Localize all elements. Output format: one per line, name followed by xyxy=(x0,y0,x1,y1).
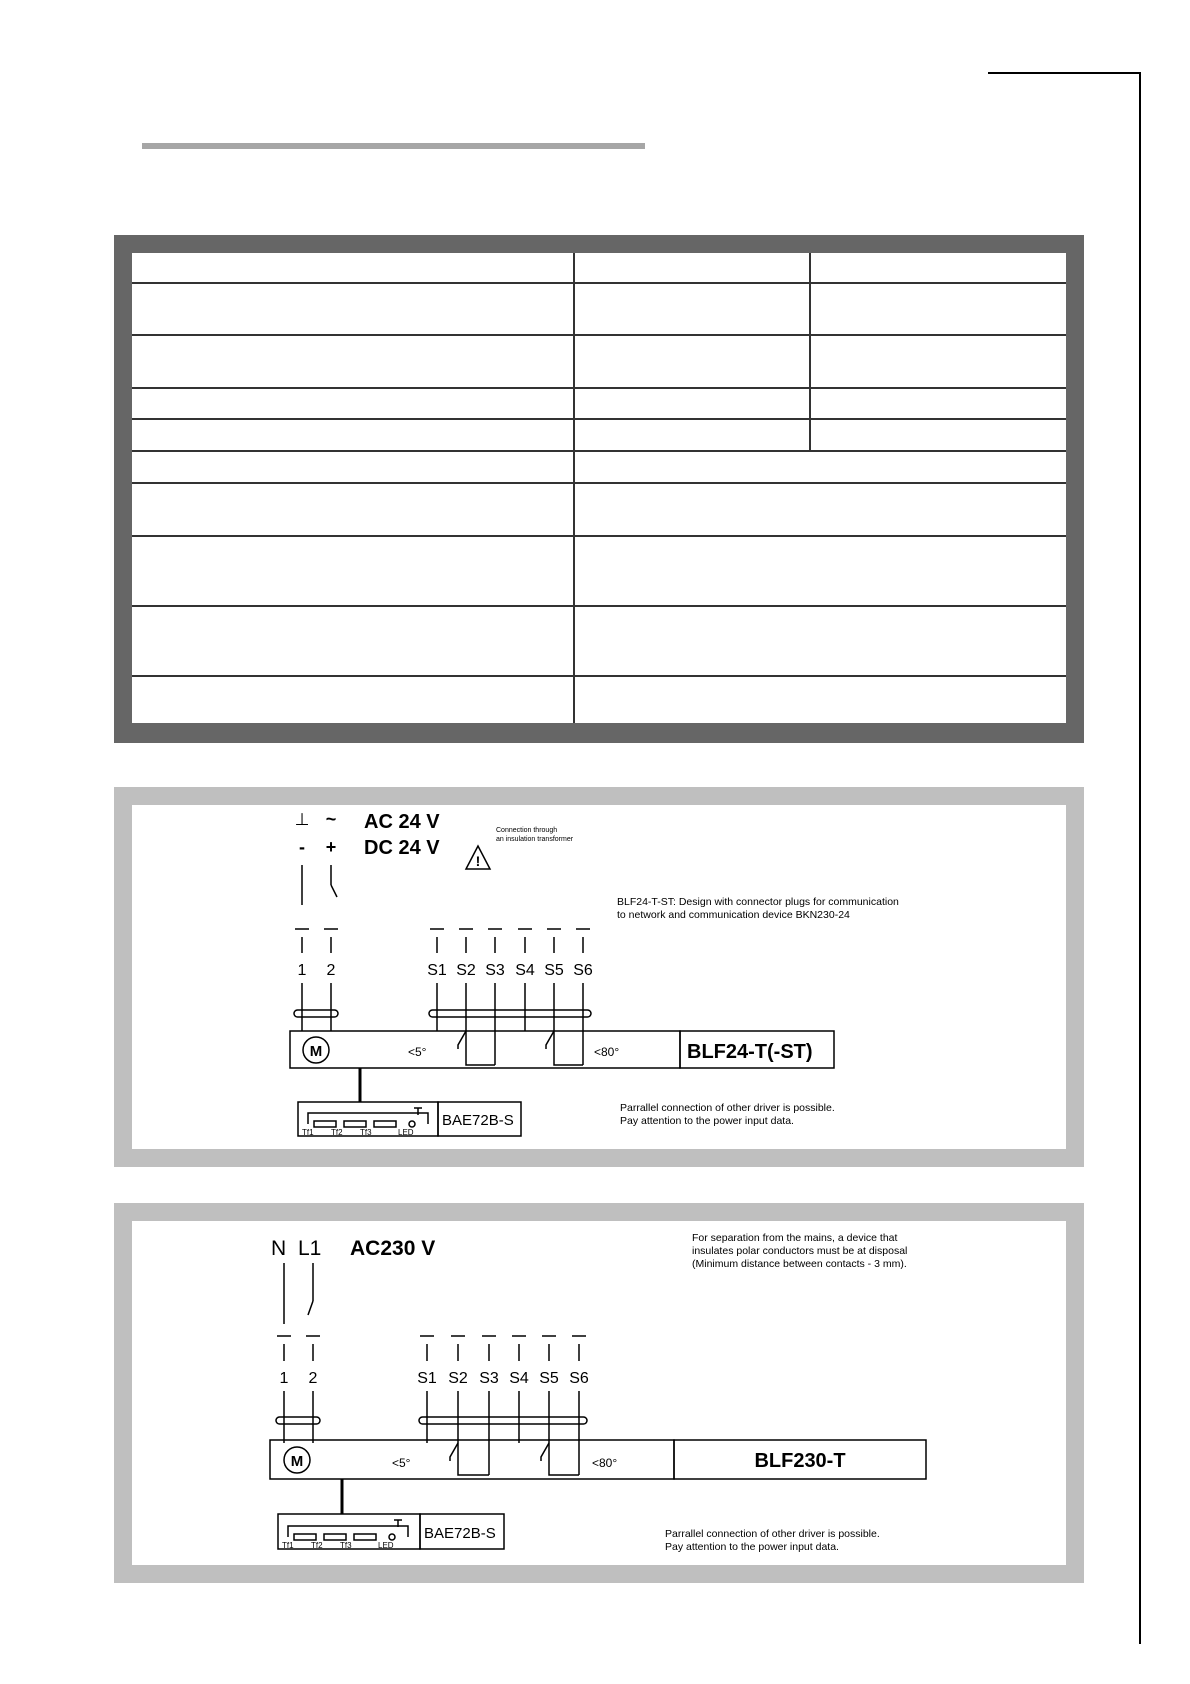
switch-terminal-label: S4 xyxy=(515,962,535,979)
model-label: BLF24-T(-ST) xyxy=(687,1041,813,1063)
wiring-diagram-24v-svg xyxy=(132,805,1066,1149)
mains-note-line: insulates polar conductors must be at disposal xyxy=(692,1245,908,1257)
switch-terminal-label: S5 xyxy=(539,1370,559,1387)
page-edge-top xyxy=(988,72,1141,74)
model-label: BLF230-T xyxy=(754,1450,846,1472)
svg-text:!: ! xyxy=(475,853,481,869)
module-name: BAE72B-S xyxy=(424,1525,496,1542)
table-row-divider xyxy=(132,605,1066,607)
switch-terminal-label: S2 xyxy=(448,1370,468,1387)
voltage-ac-label: AC 24 V xyxy=(364,811,440,833)
warning-note-line: an insulation transformer xyxy=(496,836,574,843)
heading-stripe xyxy=(142,143,645,149)
module-name: BAE72B-S xyxy=(442,1112,514,1129)
wiring-diagram-24v xyxy=(132,805,1066,1149)
parallel-note-line: Pay attention to the power input data. xyxy=(620,1115,794,1127)
switch-terminal-label: S6 xyxy=(569,1370,589,1387)
terminal-label: 1 xyxy=(279,1370,289,1387)
parallel-note-line: Pay attention to the power input data. xyxy=(665,1541,839,1553)
table-row-divider xyxy=(132,675,1066,677)
parallel-note-line: Parrallel connection of other driver is possible. xyxy=(620,1102,835,1114)
supply-pos-dc-symbol: + xyxy=(325,837,337,857)
module-label: Tf2 xyxy=(331,1128,343,1137)
supply-neg-symbol: ⊥ xyxy=(294,810,310,829)
supply-neg-dc-symbol: - xyxy=(299,837,305,857)
module-label: Tf2 xyxy=(311,1541,323,1550)
motor-symbol: M xyxy=(309,1043,323,1060)
table-col-divider xyxy=(809,253,811,450)
switch-terminal-label: S6 xyxy=(573,962,593,979)
angle-low-label: <5° xyxy=(408,1045,427,1059)
table-row-divider xyxy=(132,387,1066,389)
switch-terminal-label: S1 xyxy=(427,962,447,979)
parallel-note-line: Parrallel connection of other driver is possible. xyxy=(665,1528,880,1540)
warning-note-line: Connection through xyxy=(496,827,558,834)
table-row-divider xyxy=(132,334,1066,336)
table-row-divider xyxy=(132,282,1066,284)
wiring-diagram-230v-panel xyxy=(114,1203,1084,1583)
switch-terminal-label: S3 xyxy=(485,962,505,979)
voltage-dc-label: DC 24 V xyxy=(364,837,440,859)
module-label: LED xyxy=(378,1541,394,1550)
mains-note-line: For separation from the mains, a device that xyxy=(692,1232,898,1244)
design-note-line: to network and communication device BKN230-24 xyxy=(617,909,850,921)
switch-terminal-label: S2 xyxy=(456,962,476,979)
table-row-divider xyxy=(132,418,1066,420)
angle-high-label: <80° xyxy=(592,1456,618,1470)
wiring-diagram-230v-svg xyxy=(132,1221,1066,1565)
switch-terminal-label: S1 xyxy=(417,1370,437,1387)
switch-terminal-label: S5 xyxy=(544,962,564,979)
wiring-diagram-230v xyxy=(132,1221,1066,1565)
wiring-diagram-24v-panel xyxy=(114,787,1084,1167)
terminal-label: 2 xyxy=(326,962,336,979)
switch-terminal-label: S4 xyxy=(509,1370,529,1387)
module-label: Tf3 xyxy=(340,1541,352,1550)
supply-pos-symbol: ~ xyxy=(325,809,337,829)
terminal-label: 1 xyxy=(297,962,307,979)
supply-l1-label: L1 xyxy=(298,1237,322,1260)
module-label: Tf3 xyxy=(360,1128,372,1137)
module-label: LED xyxy=(398,1128,414,1137)
voltage-label: AC230 V xyxy=(350,1237,436,1260)
page-edge-right xyxy=(1139,72,1141,1644)
angle-high-label: <80° xyxy=(594,1045,620,1059)
design-note-line: BLF24-T-ST: Design with connector plugs for communication xyxy=(617,896,899,908)
spec-table xyxy=(132,253,1066,723)
mains-note-line: (Minimum distance between contacts - 3 mm). xyxy=(692,1258,907,1270)
motor-symbol: M xyxy=(290,1453,304,1470)
table-row-divider xyxy=(132,450,1066,452)
module-label: Tf1 xyxy=(302,1128,314,1137)
table-col-divider xyxy=(573,253,575,723)
module-label: Tf1 xyxy=(282,1541,294,1550)
supply-n-label: N xyxy=(271,1237,287,1260)
switch-terminal-label: S3 xyxy=(479,1370,499,1387)
spec-table-frame xyxy=(114,235,1084,743)
table-row-divider xyxy=(132,482,1066,484)
terminal-label: 2 xyxy=(308,1370,318,1387)
angle-low-label: <5° xyxy=(392,1456,411,1470)
table-row-divider xyxy=(132,535,1066,537)
